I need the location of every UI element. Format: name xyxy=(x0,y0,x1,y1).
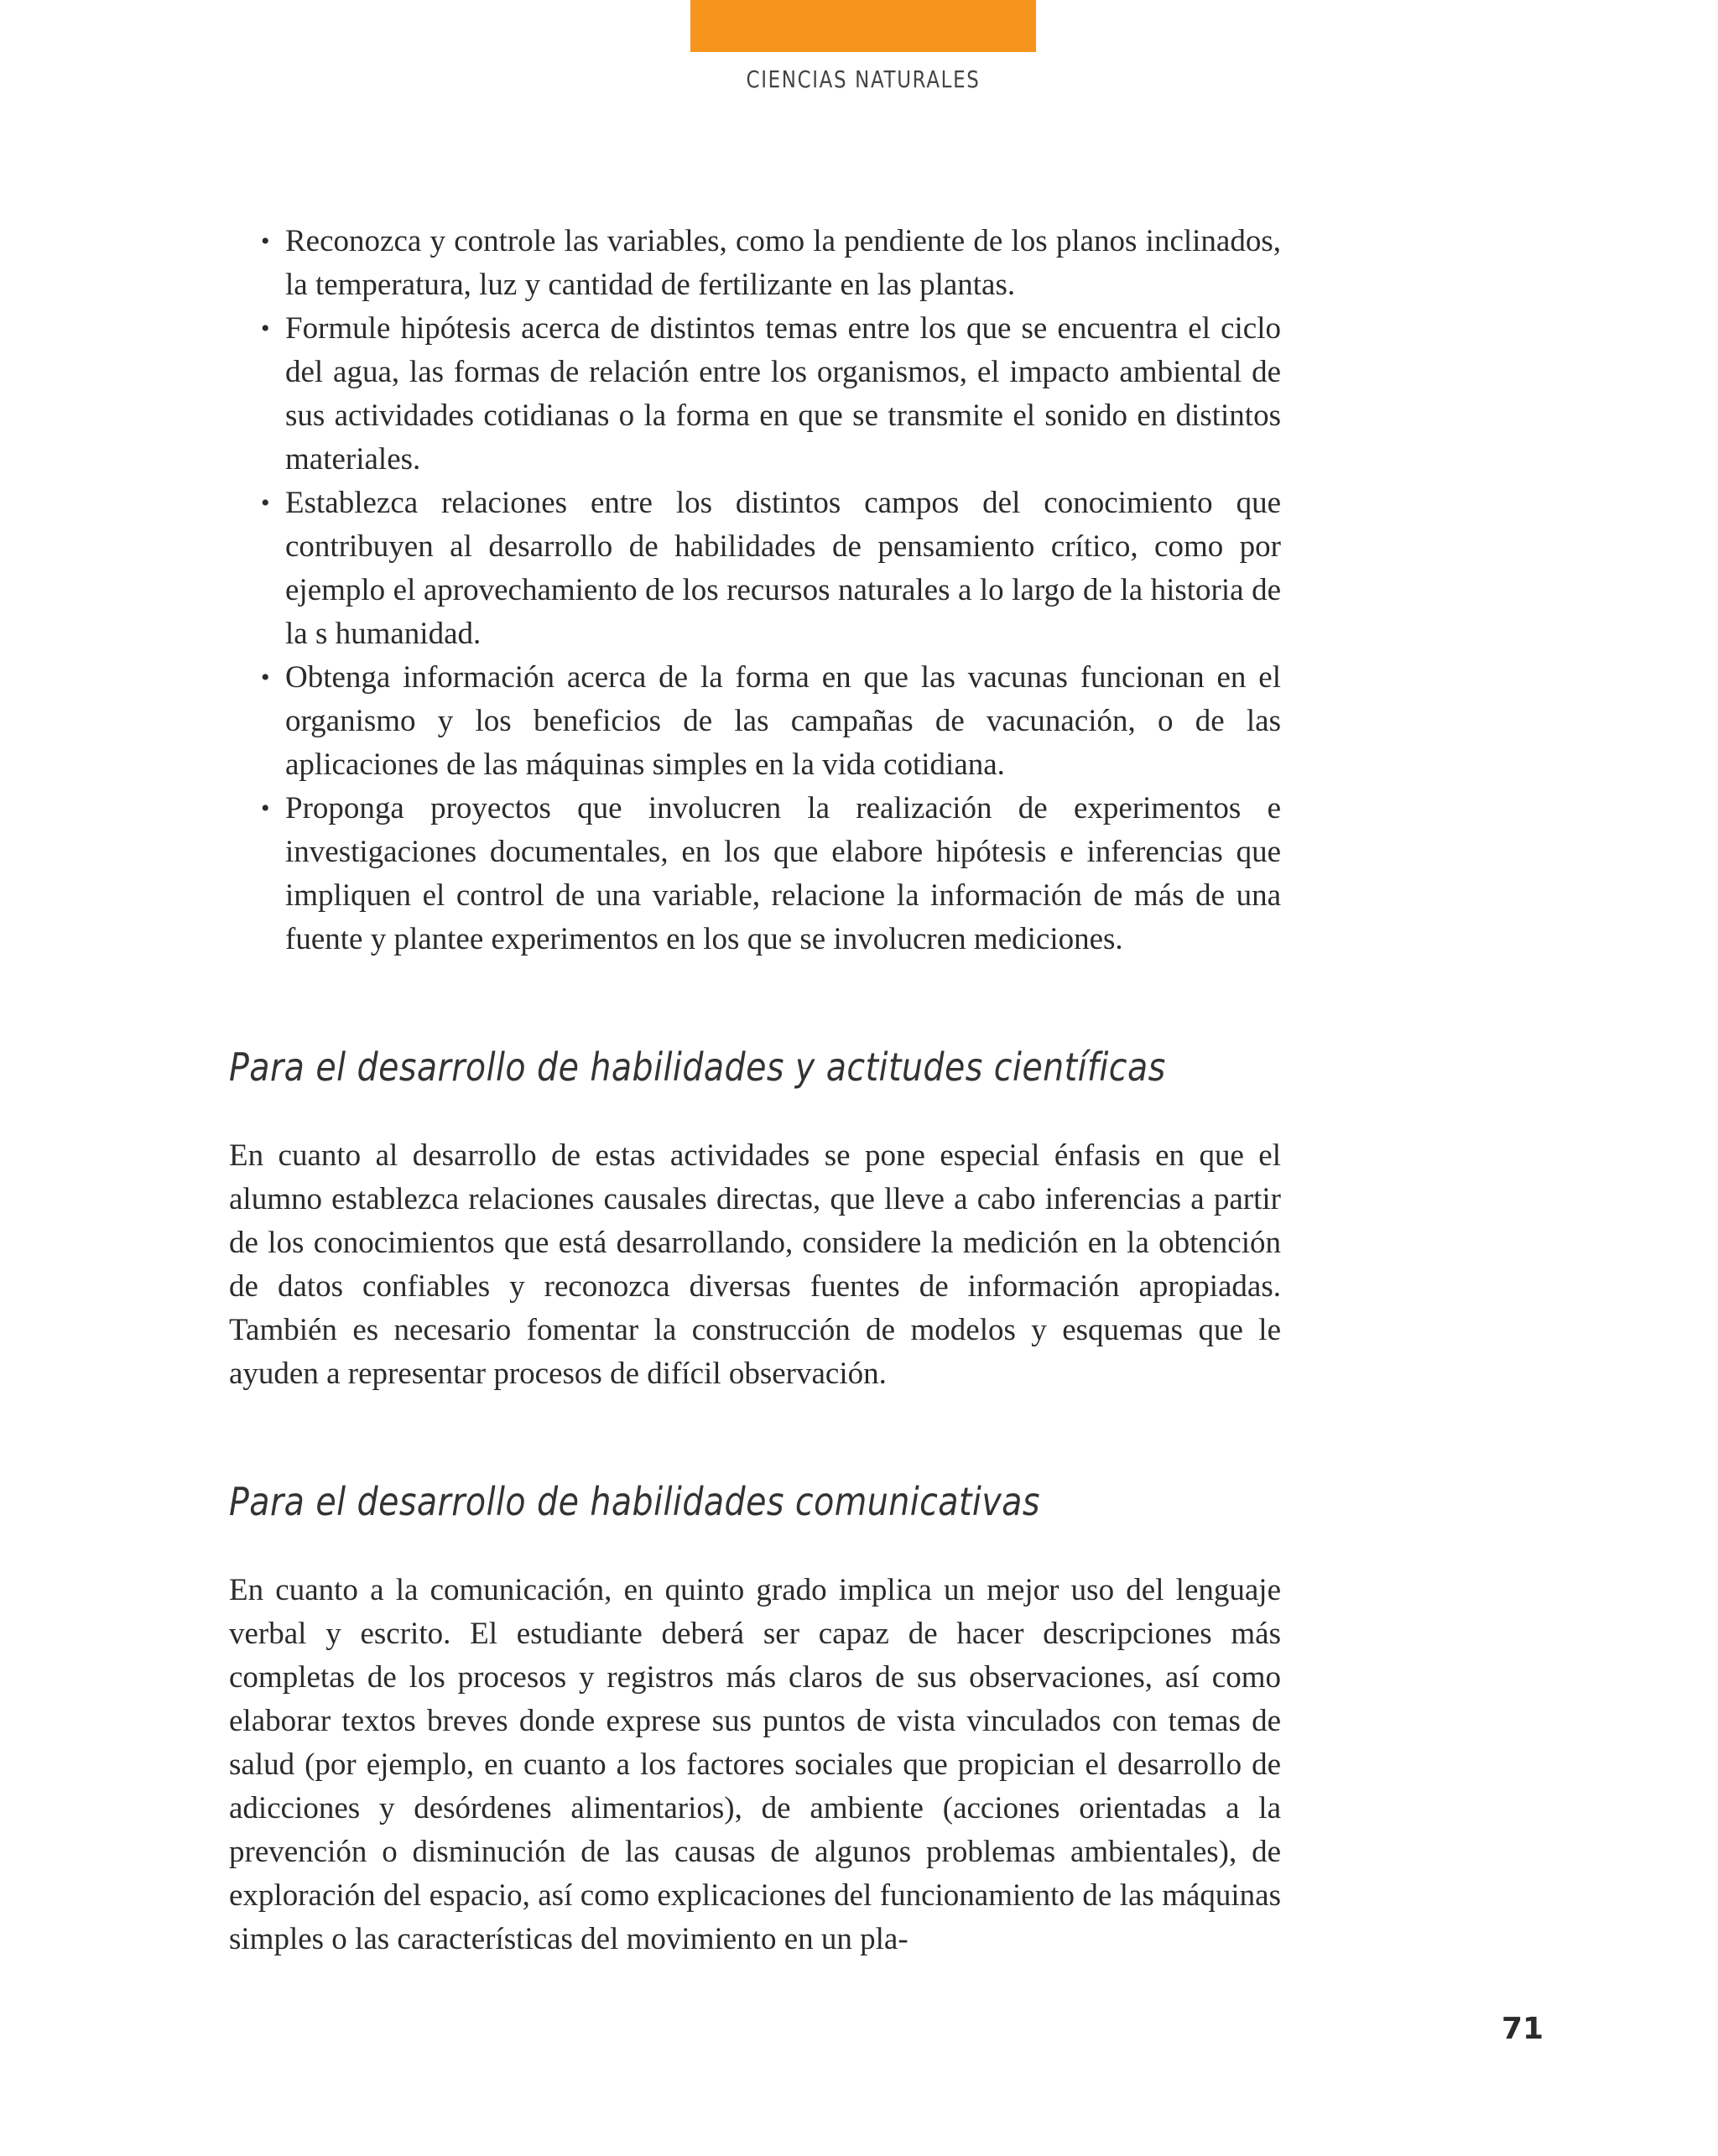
list-item-text: Reconozca y controle las variables, como la pendiente de los planos inclinados, la temperatura, luz y cantidad de fertilizante en las plantas. xyxy=(285,224,1281,302)
bullet-icon: • xyxy=(261,489,270,517)
list-item-text: Obtenga información acerca de la forma en que las vacunas funcionan en el organismo y los beneficios de las campañas de vacunación, o de las aplicaciones de las máquinas simples en la vida cotidiana. xyxy=(285,660,1281,782)
bullet-icon: • xyxy=(261,664,270,691)
page-number: 71 xyxy=(1502,2012,1544,2046)
objectives-list xyxy=(229,220,1281,961)
section-paragraph-communication-skills: En cuanto a la comunicación, en quinto grado implica un mejor uso del lenguaje verbal y escrito. El estudiante deberá ser capaz de hacer descripciones más completas de los procesos y registros más claros de sus observaciones, así como elaborar textos breves donde exprese sus puntos de vista vinculados con temas de salud (por ejemplo, en cuanto a los factores sociales que propician el desarrollo de adicciones y desórdenes alimentarios), de ambiente (acciones orientadas a la prevención o disminución de las causas de algunos problemas ambientales), de exploración del espacio, así como explicaciones del funcionamiento de las máquinas simples o las características del movimiento en un pla- xyxy=(229,1573,1281,1956)
section-heading-communication-skills: Para el desarrollo de habilidades comunicativas xyxy=(229,1479,1040,1524)
running-header: CIENCIAS NATURALES xyxy=(746,65,981,93)
list-item-text: Formule hipótesis acerca de distintos temas entre los que se encuentra el ciclo del agua, las formas de relación entre los organismos, el impacto ambiental de sus actividades cotidianas o la forma en que se transmite el sonido en distintos materiales. xyxy=(285,311,1281,477)
list-item-text: Proponga proyectos que involucren la realización de experimentos e investigaciones documentales, en los que elabore hipótesis e inferencias que impliquen el control de una variable, relacione la información de más de una fuente y plantee experimentos en los que se involucren mediciones. xyxy=(285,791,1281,956)
header-color-tab xyxy=(690,0,1036,52)
list-item-text: Establezca relaciones entre los distintos campos del conocimiento que contribuyen al desarrollo de habilidades de pensamiento crítico, como por ejemplo el aprovechamiento de los recursos naturales a lo largo de la historia de la s humanidad. xyxy=(285,486,1281,651)
list-item xyxy=(229,220,1281,307)
list-item xyxy=(229,307,1281,482)
bullet-icon: • xyxy=(261,794,270,822)
section-paragraph-scientific-skills: En cuanto al desarrollo de estas actividades se pone especial énfasis en que el alumno establezca relaciones causales directas, que lleve a cabo inferencias a partir de los conocimientos que está desarrollando, considere la medición en la obtención de datos confiables y reconozca diversas fuentes de información apropiadas. También es necesario fomentar la construcción de modelos y esquemas que le ayuden a representar procesos de difícil observación. xyxy=(229,1138,1281,1391)
bullet-icon: • xyxy=(261,315,270,342)
list-item xyxy=(229,787,1281,961)
page-content xyxy=(229,220,1281,1961)
section-heading-scientific-skills: Para el desarrollo de habilidades y actitudes científicas xyxy=(229,1044,1166,1090)
bullet-icon: • xyxy=(261,227,270,255)
list-item xyxy=(229,656,1281,787)
list-item xyxy=(229,482,1281,656)
